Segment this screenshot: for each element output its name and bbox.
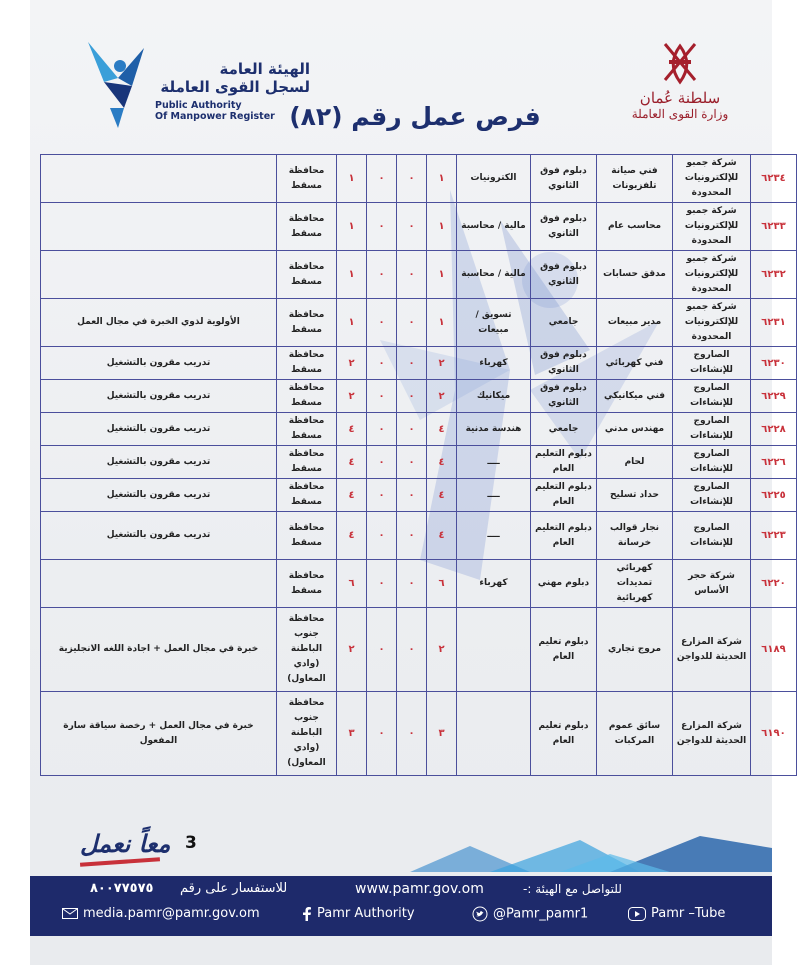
table-row: [41, 446, 797, 479]
vacancies-either: ٤: [337, 512, 367, 560]
row-id: ٦٢٣١: [751, 299, 797, 347]
vacancies-male: ٠: [397, 692, 427, 776]
vacancies-either: ٢: [337, 347, 367, 380]
company-name: شركة جمبو للإلكترونيات المحدودة: [673, 299, 751, 347]
company-name: شركة حجر الأساس: [673, 560, 751, 608]
vacancies-either: ٤: [337, 446, 367, 479]
vacancies-total: ٢: [427, 347, 457, 380]
company-name: الصاروج للإنشاءات: [673, 347, 751, 380]
vacancies-total: ٤: [427, 512, 457, 560]
vacancies-male: ٠: [397, 347, 427, 380]
table-row: [41, 380, 797, 413]
vacancies-female: ٠: [367, 479, 397, 512]
qualification: دبلوم فوق الثانوي: [531, 251, 597, 299]
work-location: محافظة مسقط: [277, 203, 337, 251]
job-title: فني صيانة تلفزيونات: [597, 155, 673, 203]
specialization: [457, 608, 531, 692]
page-title: فرص عمل رقم (٨٢): [289, 102, 541, 131]
oman-emblem-icon: [659, 40, 701, 86]
job-title: لحام: [597, 446, 673, 479]
row-id: ٦٢٢٨: [751, 413, 797, 446]
work-location: محافظة مسقط: [277, 560, 337, 608]
vacancies-male: ٠: [397, 299, 427, 347]
qualification: دبلوم مهني: [531, 560, 597, 608]
vacancies-either: ٤: [337, 479, 367, 512]
table-row: [41, 560, 797, 608]
job-title: مدير مبيعات: [597, 299, 673, 347]
email-text: media.pamr@pamr.gov.om: [83, 906, 260, 921]
specialization: ــــ: [457, 512, 531, 560]
vacancies-female: ٠: [367, 560, 397, 608]
row-id: ٦١٨٩: [751, 608, 797, 692]
authority-name-ar-2: لسجل القوى العاملة: [160, 78, 310, 96]
table-row: [41, 347, 797, 380]
notes: [41, 251, 277, 299]
authority-name-ar-1: الهيئة العامة: [219, 60, 310, 78]
specialization: ــــ: [457, 479, 531, 512]
table-row: [41, 608, 797, 692]
table-row: [41, 413, 797, 446]
facebook-text: Pamr Authority: [317, 906, 415, 921]
vacancies-female: ٠: [367, 608, 397, 692]
vacancies-total: ١: [427, 299, 457, 347]
company-name: الصاروج للإنشاءات: [673, 446, 751, 479]
qualification: دبلوم فوق الثانوي: [531, 380, 597, 413]
job-title: فني كهربائي: [597, 347, 673, 380]
row-id: ٦٢٢٣: [751, 512, 797, 560]
row-id: ٦٢٢٩: [751, 380, 797, 413]
page: [30, 0, 786, 965]
specialization: تسويق / مبيعات: [457, 299, 531, 347]
ministry-name-1: سلطنة عُمان: [639, 89, 721, 107]
qualification: دبلوم فوق الثانوي: [531, 203, 597, 251]
website-link[interactable]: www.pamr.gov.om: [355, 881, 484, 897]
notes: خبرة في مجال العمل + اجادة اللغه الانجليزية: [41, 608, 277, 692]
vacancies-total: ٤: [427, 479, 457, 512]
facebook-icon: [302, 907, 312, 921]
table-row: [41, 692, 797, 776]
vacancies-female: ٠: [367, 155, 397, 203]
youtube-contact[interactable]: [628, 906, 725, 921]
company-name: الصاروج للإنشاءات: [673, 413, 751, 446]
authority-name-en-1: Public Authority: [155, 100, 242, 111]
notes: خبرة في مجال العمل + رخصة سياقة سارة المفعول: [41, 692, 277, 776]
row-id: ٦١٩٠: [751, 692, 797, 776]
notes: تدريب مقرون بالتشغيل: [41, 479, 277, 512]
qualification: دبلوم فوق الثانوي: [531, 347, 597, 380]
job-openings-table: [40, 154, 797, 776]
work-location: محافظة مسقط: [277, 512, 337, 560]
notes: تدريب مقرون بالتشغيل: [41, 347, 277, 380]
job-title: نجار قوالب خرسانة: [597, 512, 673, 560]
twitter-text: @Pamr_pamr1: [493, 906, 589, 922]
vacancies-either: ٦: [337, 560, 367, 608]
vacancies-total: ٢: [427, 608, 457, 692]
vacancies-total: ٤: [427, 446, 457, 479]
qualification: جامعي: [531, 413, 597, 446]
row-id: ٦٢٣٢: [751, 251, 797, 299]
vacancies-either: ١: [337, 299, 367, 347]
qualification: دبلوم فوق الثانوي: [531, 155, 597, 203]
work-location: محافظة مسقط: [277, 251, 337, 299]
specialization: الكترونيات: [457, 155, 531, 203]
company-name: الصاروج للإنشاءات: [673, 380, 751, 413]
contact-bar: [30, 876, 772, 936]
slogan-underline: [80, 857, 160, 867]
company-name: شركة المزارع الحديثة للدواجن: [673, 692, 751, 776]
vacancies-total: ٣: [427, 692, 457, 776]
notes: [41, 155, 277, 203]
job-title: سائق عموم المركبات: [597, 692, 673, 776]
vacancies-female: ٠: [367, 512, 397, 560]
vacancies-male: ٠: [397, 446, 427, 479]
table-row: [41, 512, 797, 560]
vacancies-male: ٠: [397, 413, 427, 446]
qualification: دبلوم تعليم العام: [531, 692, 597, 776]
vacancies-total: ٦: [427, 560, 457, 608]
vacancies-either: ٤: [337, 413, 367, 446]
vacancies-female: ٠: [367, 347, 397, 380]
mail-icon: [62, 908, 78, 919]
vacancies-female: ٠: [367, 446, 397, 479]
specialization: مالية / محاسبة: [457, 203, 531, 251]
qualification: دبلوم التعليم العام: [531, 512, 597, 560]
youtube-text: Pamr –Tube: [651, 906, 726, 921]
vacancies-male: ٠: [397, 155, 427, 203]
work-location: محافظة مسقط: [277, 446, 337, 479]
row-id: ٦٢٢٥: [751, 479, 797, 512]
company-name: شركة المزارع الحديثة للدواجن: [673, 608, 751, 692]
job-title: حداد تسليح: [597, 479, 673, 512]
work-location: محافظة مسقط: [277, 479, 337, 512]
page-number: 3: [185, 833, 197, 853]
authority-name-en: [155, 100, 275, 122]
specialization: ــــ: [457, 446, 531, 479]
table-row: [41, 479, 797, 512]
vacancies-female: ٠: [367, 413, 397, 446]
table-row: [41, 251, 797, 299]
row-id: ٦٢٣٠: [751, 347, 797, 380]
notes: تدريب مقرون بالتشغيل: [41, 380, 277, 413]
phone-number[interactable]: ٨٠٠٧٧٥٧٥: [90, 881, 154, 896]
vacancies-either: ١: [337, 251, 367, 299]
notes: تدريب مقرون بالتشغيل: [41, 446, 277, 479]
phone-label: للاستفسار على رقم: [180, 881, 288, 896]
vacancies-either: ١: [337, 203, 367, 251]
vacancies-female: ٠: [367, 692, 397, 776]
vacancies-female: ٠: [367, 251, 397, 299]
slogan-logo: معاً نعمل: [80, 830, 171, 858]
ministry-name-2: وزارة القوى العاملة: [631, 107, 729, 121]
notes: [41, 203, 277, 251]
twitter-contact[interactable]: [472, 906, 588, 922]
vacancies-female: ٠: [367, 380, 397, 413]
vacancies-total: ٤: [427, 413, 457, 446]
qualification: دبلوم التعليم العام: [531, 479, 597, 512]
row-id: ٦٢٢٠: [751, 560, 797, 608]
row-id: ٦٢٣٤: [751, 155, 797, 203]
job-title: كهربائي تمديدات كهربائية: [597, 560, 673, 608]
work-location: محافظة مسقط: [277, 299, 337, 347]
company-name: الصاروج للإنشاءات: [673, 479, 751, 512]
vacancies-male: ٠: [397, 479, 427, 512]
contact-label: للتواصل مع الهيئة :-: [523, 882, 622, 896]
company-name: شركة جمبو للإلكترونيات المحدودة: [673, 155, 751, 203]
notes: تدريب مقرون بالتشغيل: [41, 413, 277, 446]
company-name: شركة جمبو للإلكترونيات المحدودة: [673, 203, 751, 251]
work-location: محافظة جنوب الباطنة (وادي المعاول): [277, 692, 337, 776]
company-name: شركة جمبو للإلكترونيات المحدودة: [673, 251, 751, 299]
twitter-icon: [472, 906, 488, 922]
notes: [41, 560, 277, 608]
table-row: [41, 203, 797, 251]
vacancies-either: ١: [337, 155, 367, 203]
company-name: الصاروج للإنشاءات: [673, 512, 751, 560]
vacancies-total: ٢: [427, 380, 457, 413]
qualification: جامعي: [531, 299, 597, 347]
ministry-logo: [620, 40, 740, 135]
vacancies-female: ٠: [367, 203, 397, 251]
vacancies-male: ٠: [397, 380, 427, 413]
youtube-icon: [628, 907, 646, 921]
specialization: هندسة مدنية: [457, 413, 531, 446]
specialization: [457, 692, 531, 776]
vacancies-female: ٠: [367, 299, 397, 347]
job-title: مهندس مدني: [597, 413, 673, 446]
vacancies-male: ٠: [397, 251, 427, 299]
vacancies-either: ٣: [337, 692, 367, 776]
vacancies-male: ٠: [397, 512, 427, 560]
vacancies-male: ٠: [397, 608, 427, 692]
row-id: ٦٢٢٦: [751, 446, 797, 479]
job-title: مدقق حسابات: [597, 251, 673, 299]
email-contact[interactable]: [62, 906, 260, 921]
work-location: محافظة مسقط: [277, 380, 337, 413]
work-location: محافظة مسقط: [277, 347, 337, 380]
specialization: مالية / محاسبة: [457, 251, 531, 299]
table-row: [41, 155, 797, 203]
vacancies-total: ١: [427, 203, 457, 251]
notes: الأولوية لذوي الخبرة في مجال العمل: [41, 299, 277, 347]
vacancies-male: ٠: [397, 203, 427, 251]
job-title: فني ميكانيكي: [597, 380, 673, 413]
job-title: محاسب عام: [597, 203, 673, 251]
work-location: محافظة مسقط: [277, 155, 337, 203]
notes: تدريب مقرون بالتشغيل: [41, 512, 277, 560]
qualification: دبلوم التعليم العام: [531, 446, 597, 479]
work-location: محافظة مسقط: [277, 413, 337, 446]
vacancies-either: ٢: [337, 380, 367, 413]
work-location: محافظة جنوب الباطنة (وادي المعاول): [277, 608, 337, 692]
row-id: ٦٢٣٣: [751, 203, 797, 251]
specialization: كهرباء: [457, 560, 531, 608]
specialization: كهرباء: [457, 347, 531, 380]
vacancies-total: ١: [427, 251, 457, 299]
specialization: ميكانيك: [457, 380, 531, 413]
authority-emblem-icon: [80, 38, 150, 130]
vacancies-total: ١: [427, 155, 457, 203]
vacancies-either: ٢: [337, 608, 367, 692]
authority-name-en-2: Of Manpower Register: [155, 111, 275, 122]
facebook-contact[interactable]: [302, 906, 415, 921]
footer-decoration: [410, 836, 772, 872]
vacancies-male: ٠: [397, 560, 427, 608]
job-title: مروج تجاري: [597, 608, 673, 692]
qualification: دبلوم تعليم العام: [531, 608, 597, 692]
table-row: [41, 299, 797, 347]
